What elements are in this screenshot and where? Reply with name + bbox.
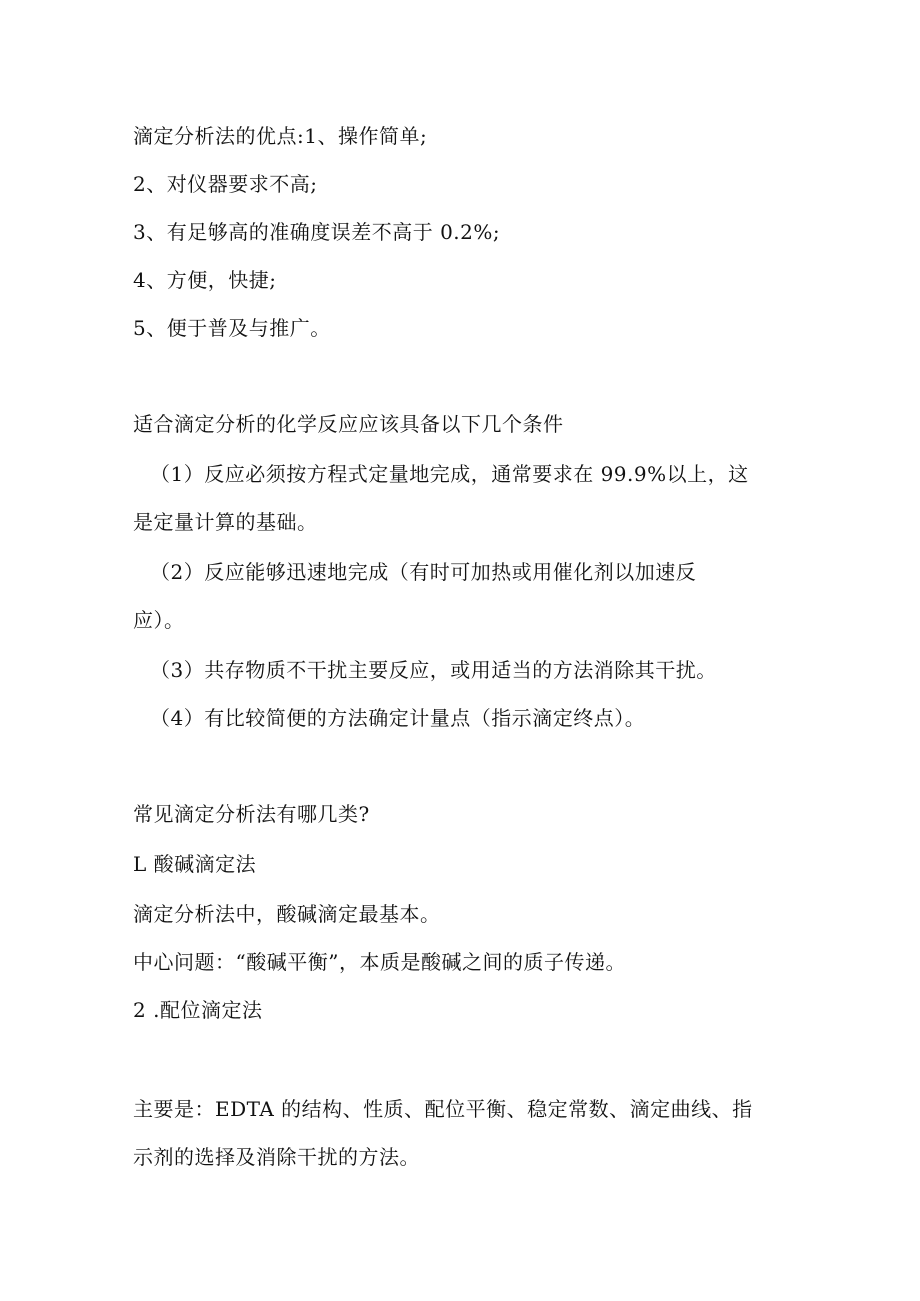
- condition-item-1b: 是定量计算的基础。: [133, 510, 318, 534]
- complexation-main-1: 主要是：EDTA 的结构、性质、配位平衡、稳定常数、滴定曲线、指: [133, 1097, 753, 1121]
- types-heading: 常见滴定分析法有哪几类?: [133, 802, 370, 826]
- advantages-line-3: 3、有足够高的准确度误差不高于 0.2%;: [133, 220, 501, 244]
- acid-base-desc: 滴定分析法中，酸碱滴定最基本。: [133, 902, 441, 926]
- acid-base-core: 中心问题：“酸碱平衡”，本质是酸碱之间的质子传递。: [133, 950, 626, 974]
- acid-base-title: L 酸碱滴定法: [133, 852, 257, 876]
- complexation-title: 2 .配位滴定法: [133, 998, 263, 1022]
- condition-item-2b: 应）。: [133, 608, 185, 632]
- advantages-line-4: 4、方便，快捷;: [133, 268, 277, 292]
- advantages-line-5: 5、便于普及与推广。: [133, 316, 331, 340]
- advantages-line-2: 2、对仪器要求不高;: [133, 172, 318, 196]
- conditions-heading: 适合滴定分析的化学反应应该具备以下几个条件: [133, 412, 564, 436]
- condition-item-1a: （1）反应必须按方程式定量地完成，通常要求在 99.9%以上，这: [150, 462, 749, 486]
- advantages-line-1: 滴定分析法的优点:1、操作简单;: [133, 124, 428, 148]
- condition-item-4: （4）有比较简便的方法确定计量点（指示滴定终点）。: [150, 706, 646, 730]
- condition-item-3: （3）共存物质不干扰主要反应，或用适当的方法消除其干扰。: [150, 658, 717, 682]
- complexation-main-2: 示剂的选择及消除干扰的方法。: [133, 1145, 420, 1169]
- condition-item-2a: （2）反应能够迅速地完成（有时可加热或用催化剂以加速反: [150, 560, 697, 584]
